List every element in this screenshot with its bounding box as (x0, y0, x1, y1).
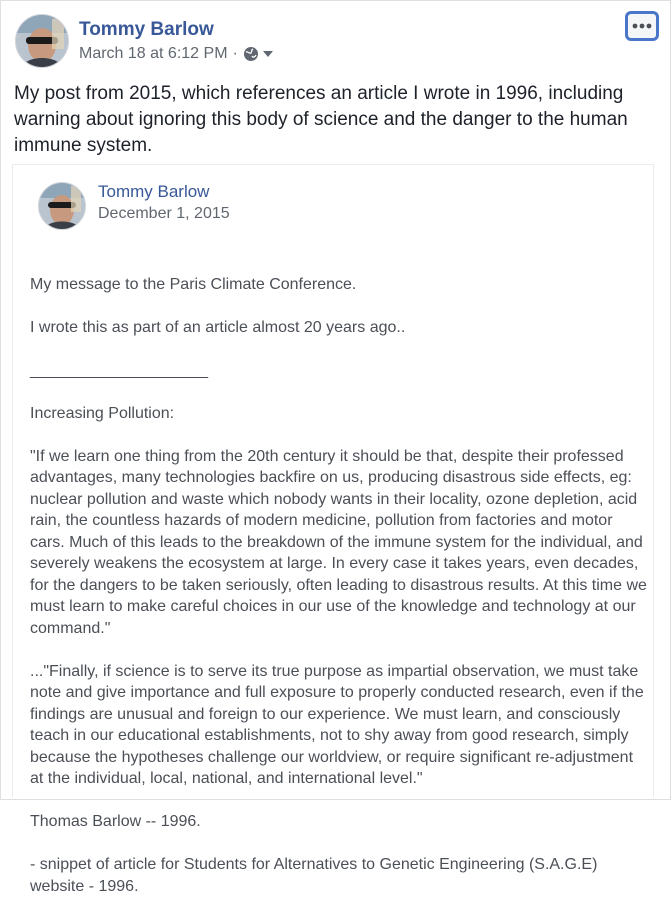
author-avatar[interactable] (15, 14, 69, 68)
post-text: My post from 2015, which references an article I wrote in 1996, including warning about ignoring this body of science and the danger to the human immune system. (14, 83, 628, 156)
shared-post-date[interactable]: December 1, 2015 (98, 205, 230, 222)
caret-down-icon[interactable] (262, 49, 274, 59)
shared-quote-1: "If we learn one thing from the 20th century it should be that, despite their professed advantages, many technologies backfire on us, producing disastrous side effects, eg: nuclear pollution and waste which nobody wants in their locality, ozone depletion, acid rain, the countless hazards of modern medicine, pollution from factories and motor cars. Much of this leads to the breakdown of the immune system for the individual, and severely weakens the ecosystem at large. In every case it takes years, even decades, for the dangers to be taken seriously, often leading to disastrous results. At this time we must learn to make careful choices in our use of the knowledge and technology at our command." (30, 447, 647, 637)
shared-quote-2: ..."Finally, if science is to serve its true purpose as impartial observation, we must take note and give importance and full exposure to properly conducted research, even if the findings are unusual and foreign to our experience. We must learn, and consciously teach in our educational establishments, not to shy away from good research, simply because the hypotheses challenge our worldview, or require significant re-adjustment at the individual, local, national, and international level." (30, 662, 644, 787)
shared-attribution: Thomas Barlow -- 1996. (30, 813, 201, 830)
shared-post-body (30, 252, 650, 919)
meta-separator: · (232, 45, 238, 62)
shared-line-heading: Increasing Pollution: (30, 404, 175, 422)
more-options-icon (632, 23, 652, 29)
shared-divider-line: ____________________ (30, 361, 208, 379)
shared-author-avatar[interactable] (38, 182, 86, 230)
post-meta (79, 45, 274, 63)
shared-line-1: I wrote this as part of an article almost 20 years ago.. (30, 318, 406, 336)
shared-source: - snippet of article for Students for Alternatives to Genetic Engineering (S.A.G.E) website - 1996. (30, 856, 598, 895)
shared-author-name-link[interactable]: Tommy Barlow (98, 182, 210, 201)
post-timestamp[interactable]: March 18 at 6:12 PM (79, 45, 228, 62)
shared-line-0: My message to the Paris Climate Conference. (30, 275, 357, 293)
more-options-button[interactable] (625, 11, 659, 41)
globe-icon[interactable] (243, 46, 259, 62)
author-name-link[interactable]: Tommy Barlow (79, 19, 214, 40)
